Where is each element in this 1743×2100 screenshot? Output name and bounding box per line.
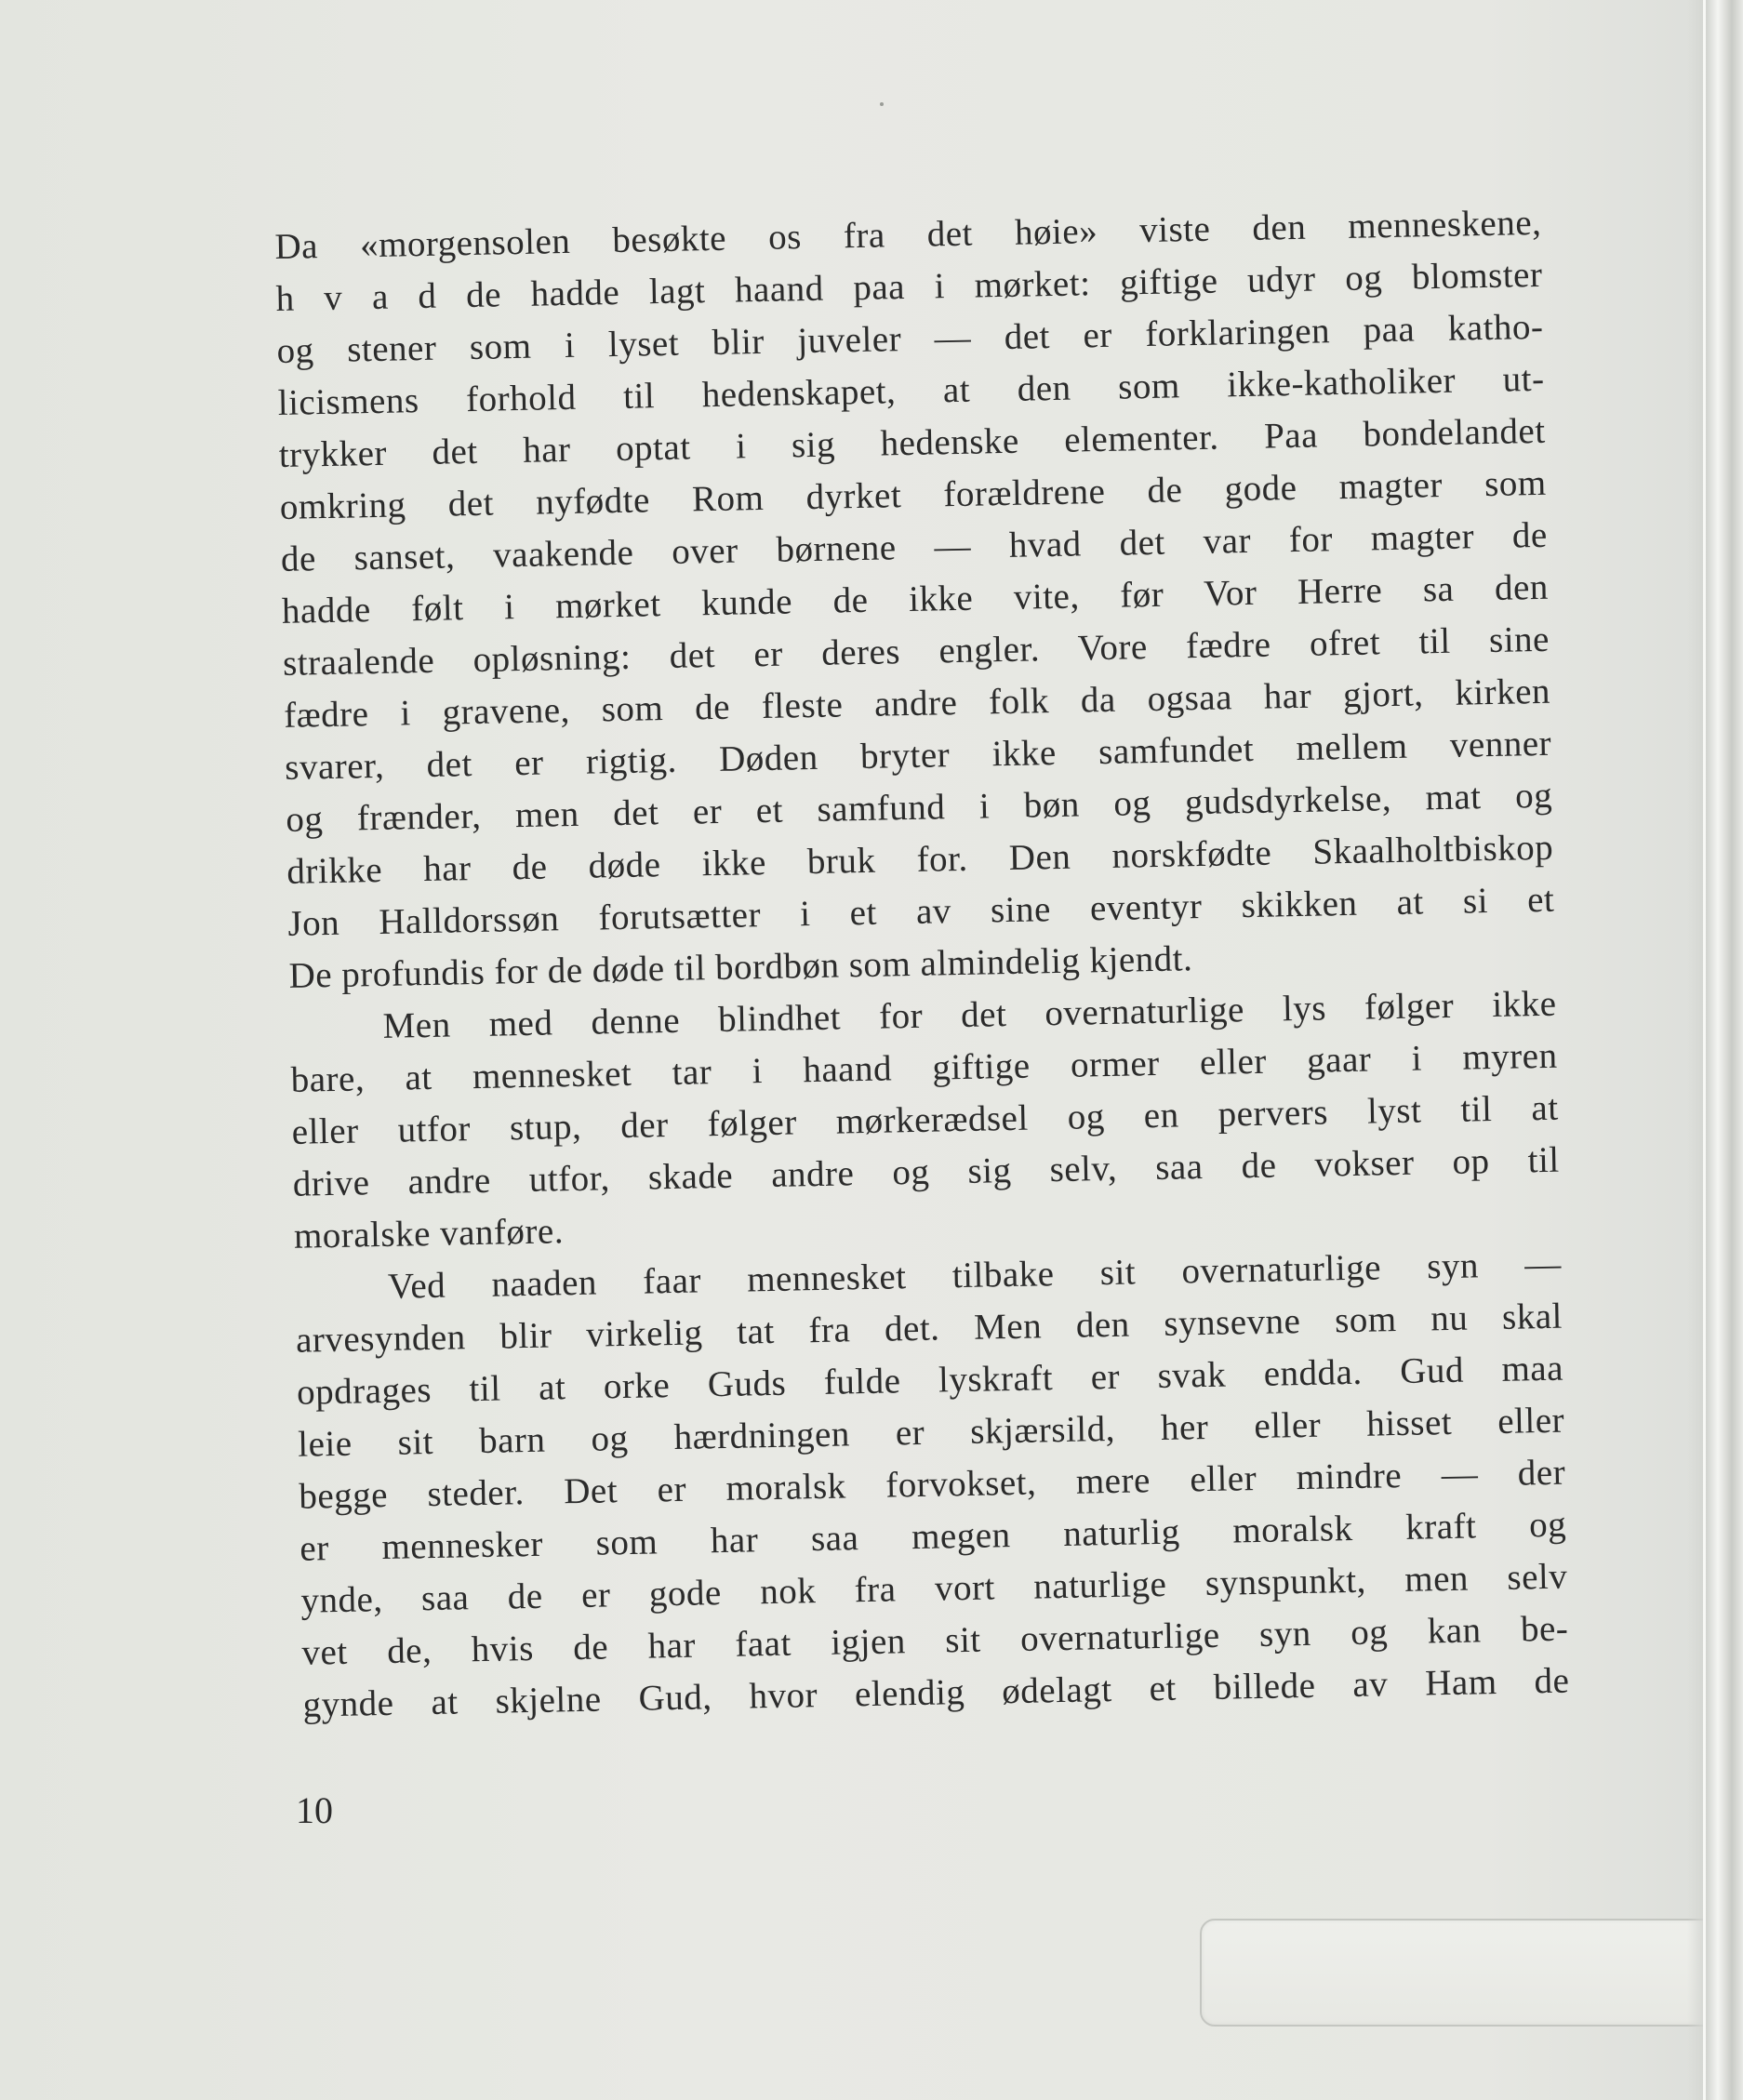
text-line: straalende opløsning: det er deres engler. Vore fædre ofret til sine (282, 618, 1550, 684)
text-line: licismens forhold til hedenskapet, at den som ikke-katholiker ut- (277, 358, 1545, 423)
text-line: eller utfor stup, der følger mørkerædsel og en pervers lyst til at (291, 1087, 1559, 1152)
text-line: Da «morgensolen besøkte os fra det høie» viste den menneskene, (274, 202, 1542, 267)
text-line: leie sit barn og hærdningen er skjærsild, her eller hisset eller (297, 1400, 1565, 1465)
text-line: fædre i gravene, som de fleste andre folk da ogsaa har gjort, kirken (283, 671, 1551, 736)
text-line: opdrages til at orke Guds fulde lyskraft er svak endda. Gud maa (296, 1348, 1564, 1413)
text-line: og frænder, men det er et samfund i bøn og gudsdyrkelse, mat og (285, 775, 1553, 840)
page-edge (1687, 0, 1743, 2100)
text-line: og stener som i lyset blir juveler — det er forklaringen paa katho- (276, 306, 1544, 371)
text-line: drikke har de døde ikke bruk for. Den norskfødte Skaalholtbiskop (286, 827, 1554, 892)
library-label-sticker (1200, 1919, 1721, 2027)
text-line: De profundis for de døde til bordbøn som almindelig kjendt. (288, 938, 1193, 996)
text-line: omkring det nyfødte Rom dyrket forældrene de gode magter som (279, 462, 1548, 527)
text-line: bare, at mennesket tar i haand giftige ormer eller gaar i myren (290, 1035, 1558, 1100)
text-line: h v a d de hadde lagt haand paa i mørket: giftige udyr og blomster (275, 254, 1543, 319)
page-number: 10 (296, 1789, 333, 1831)
text-line: drive andre utfor, skade andre og sig selv, saa de vokser op til (292, 1139, 1561, 1204)
page-edge-highlight (1703, 0, 1706, 2100)
text-line: de sanset, vaakende over børnene — hvad det var for magter de (280, 514, 1549, 579)
text-line: gynde at skjelne Gud, hvor elendig ødelagt et billede av Ham de (302, 1660, 1570, 1725)
text-line: trykker det har optat i sig hedenske elementer. Paa bondelandet (278, 410, 1546, 475)
text-line: Jon Halldorssøn forutsætter i et av sine eventyr skikken at si et (287, 879, 1555, 944)
text-line: er mennesker som har saa megen naturlig moralsk kraft og (299, 1504, 1567, 1569)
text-line: arvesynden blir virkelig tat fra det. Men den synsevne som nu skal (295, 1296, 1563, 1361)
text-line: svarer, det er rigtig. Døden bryter ikke samfundet mellem venner (284, 723, 1552, 788)
text-line: begge steder. Det er moralsk forvokset, mere eller mindre — der (298, 1452, 1566, 1517)
text-line: ynde, saa de er gode nok fra vort naturlige synspunkt, men selv (300, 1556, 1568, 1621)
paper-speck (880, 102, 884, 106)
body-text (274, 197, 1570, 1732)
text-line: hadde følt i mørket kunde de ikke vite, før Vor Herre sa den (281, 566, 1550, 631)
text-line: Ved naaden faar mennesket tilbake sit overnaturlige syn — (387, 1243, 1563, 1307)
text-line: vet de, hvis de har faat igjen sit overnaturlige syn og kan be- (301, 1608, 1569, 1673)
text-line: moralske vanføre. (293, 1211, 565, 1256)
text-line: Men med denne blindhet for det overnaturlige lys følger ikke (382, 983, 1557, 1046)
